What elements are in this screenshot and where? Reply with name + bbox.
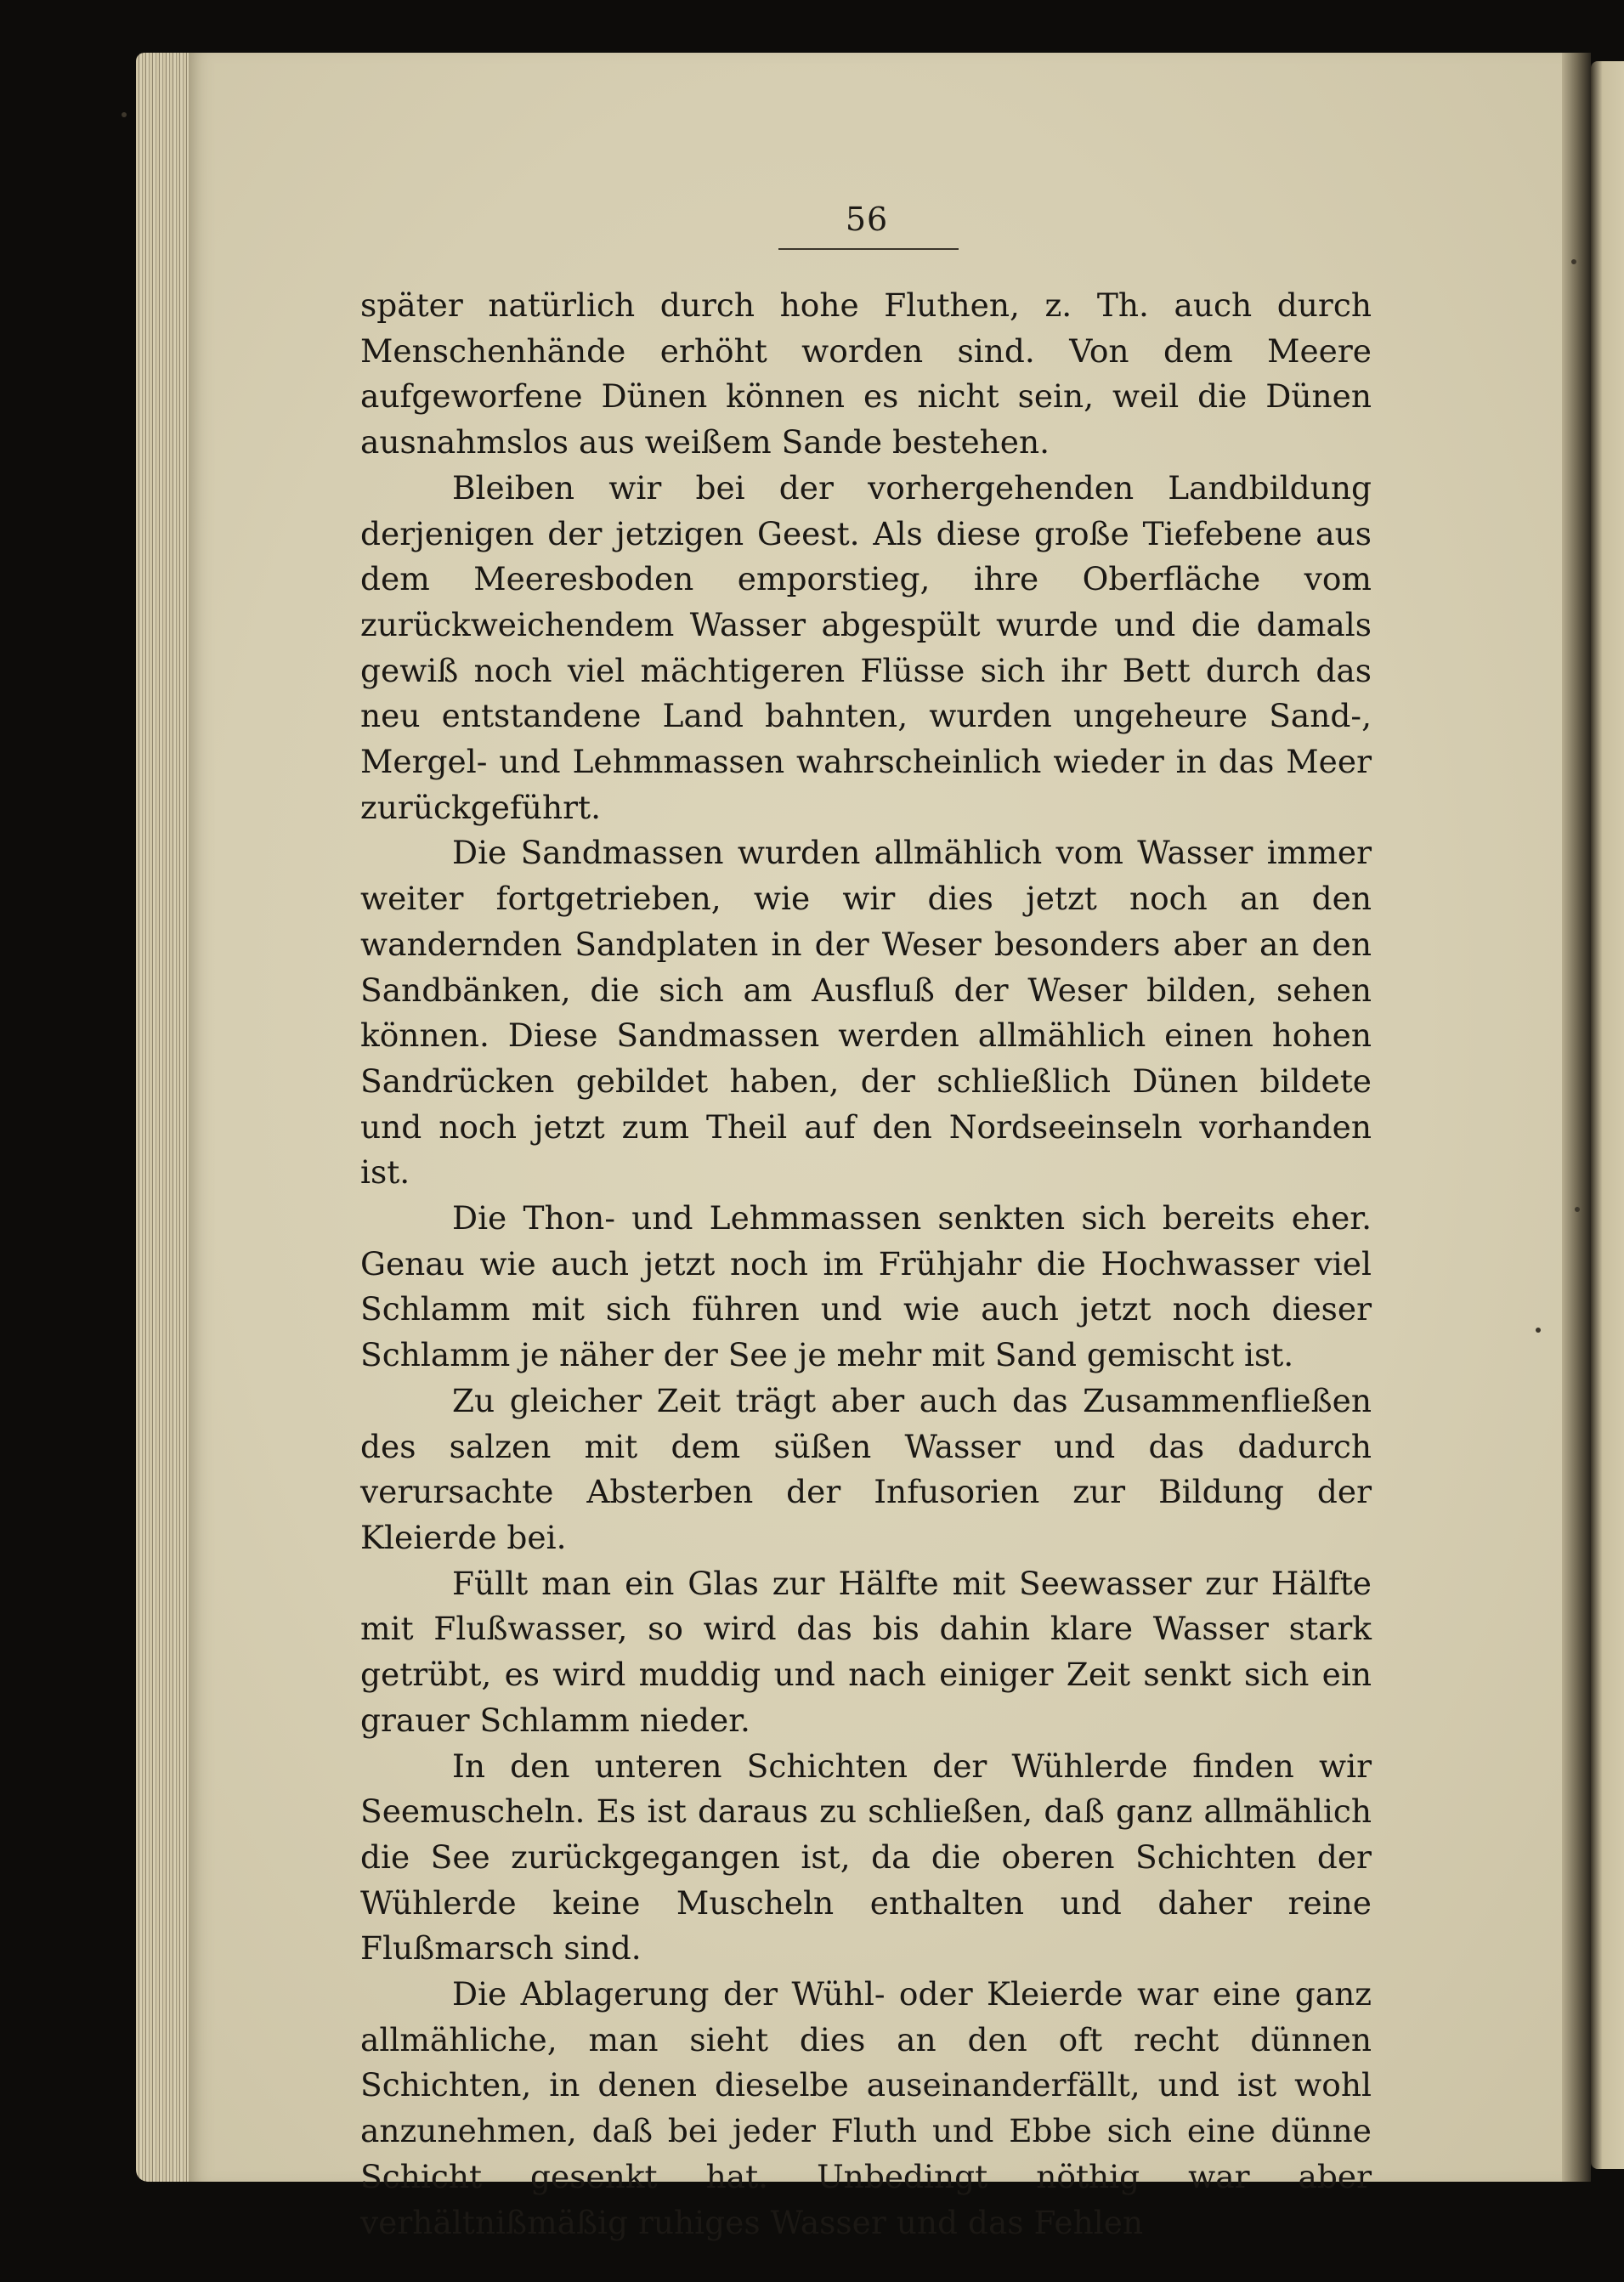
paper-speck bbox=[1536, 1328, 1541, 1333]
paragraph-7: In den unteren Schichten der Wühlerde finden wir Seemuscheln. Es ist daraus zu schließen, daß ganz allmählich die See zurückgegangen ist, da die oberen Schichten der Wühlerde keine Muscheln enthalten und daher reine Flußmarsch sind. bbox=[360, 1747, 1372, 1968]
paragraph-3: Die Sandmassen wurden allmählich vom Wasser immer weiter fortgetrieben, wie wir dies jetzt noch an den wandernden Sandplaten in der Weser besonders aber an den Sandbänken, die sich am Ausfluß der Weser bilden, sehen können. Diese Sandmassen werden allmählich einen hohen Sandrücken gebildet haben, der schließlich Dünen bildete und noch jetzt zum Theil auf den Nordseeinseln vorhanden ist. bbox=[360, 834, 1372, 1192]
page-number-rule bbox=[778, 248, 959, 250]
facing-page-edge bbox=[1591, 61, 1624, 2169]
paragraph-5: Zu gleicher Zeit trägt aber auch das Zusammenfließen des salzen mit dem süßen Wasser und das dadurch verursachte Absterben der Infusorien zur Bildung der Kleierde bei. bbox=[360, 1381, 1372, 1556]
paper-speck bbox=[1571, 259, 1576, 264]
page-edge-stack bbox=[136, 53, 195, 2182]
paper-speck bbox=[122, 112, 127, 117]
paragraph-4: Die Thon- und Lehmmassen senkten sich bereits eher. Genau wie auch jetzt noch im Frühjahr die Hochwasser viel Schlamm mit sich führen und wie auch jetzt noch dieser Schlamm je näher der See je mehr mit Sand gemischt ist. bbox=[360, 1199, 1372, 1374]
paragraph-1: später natürlich durch hohe Fluthen, z. Th. auch durch Menschenhände erhöht worden sind. Von dem Meere aufgeworfene Dünen können es nicht sein, weil die Dünen ausnahmslos aus weißem Sande bestehen. bbox=[360, 286, 1372, 461]
paragraph-6: Füllt man ein Glas zur Hälfte mit Seewasser zur Hälfte mit Flußwasser, so wird das bis dahin klare Wasser stark getrübt, es wird muddig und nach einiger Zeit senkt sich ein grauer Schlamm nieder. bbox=[360, 1564, 1372, 1739]
page-number: 56 bbox=[845, 201, 889, 238]
body-text bbox=[360, 283, 1372, 2245]
paragraph-8: Die Ablagerung der Wühl- oder Kleierde war eine ganz allmähliche, man sieht dies an den oft recht dünnen Schichten, in denen dieselbe auseinanderfällt, und ist wohl anzunehmen, daß bei jeder Fluth und Ebbe sich eine dünne Schicht gesenkt hat. Unbedingt nöthig war aber verhältnißmäßig ruhiges Wasser und das Fehlen bbox=[360, 1975, 1372, 2241]
paragraph-2: Bleiben wir bei der vorhergehenden Landbildung derjenigen der jetzigen Geest. Als diese große Tiefebene aus dem Meeresboden emporstieg, ihre Oberfläche vom zurückweichendem Wasser abgespült wurde und die damals gewiß noch viel mächtigeren Flüsse sich ihr Bett durch das neu entstandene Land bahnten, wurden ungeheure Sand-, Mergel- und Lehmmassen wahrscheinlich wieder in das Meer zurückgeführt. bbox=[360, 468, 1372, 826]
book-gutter bbox=[1562, 53, 1591, 2182]
paper-speck bbox=[1575, 1207, 1580, 1212]
